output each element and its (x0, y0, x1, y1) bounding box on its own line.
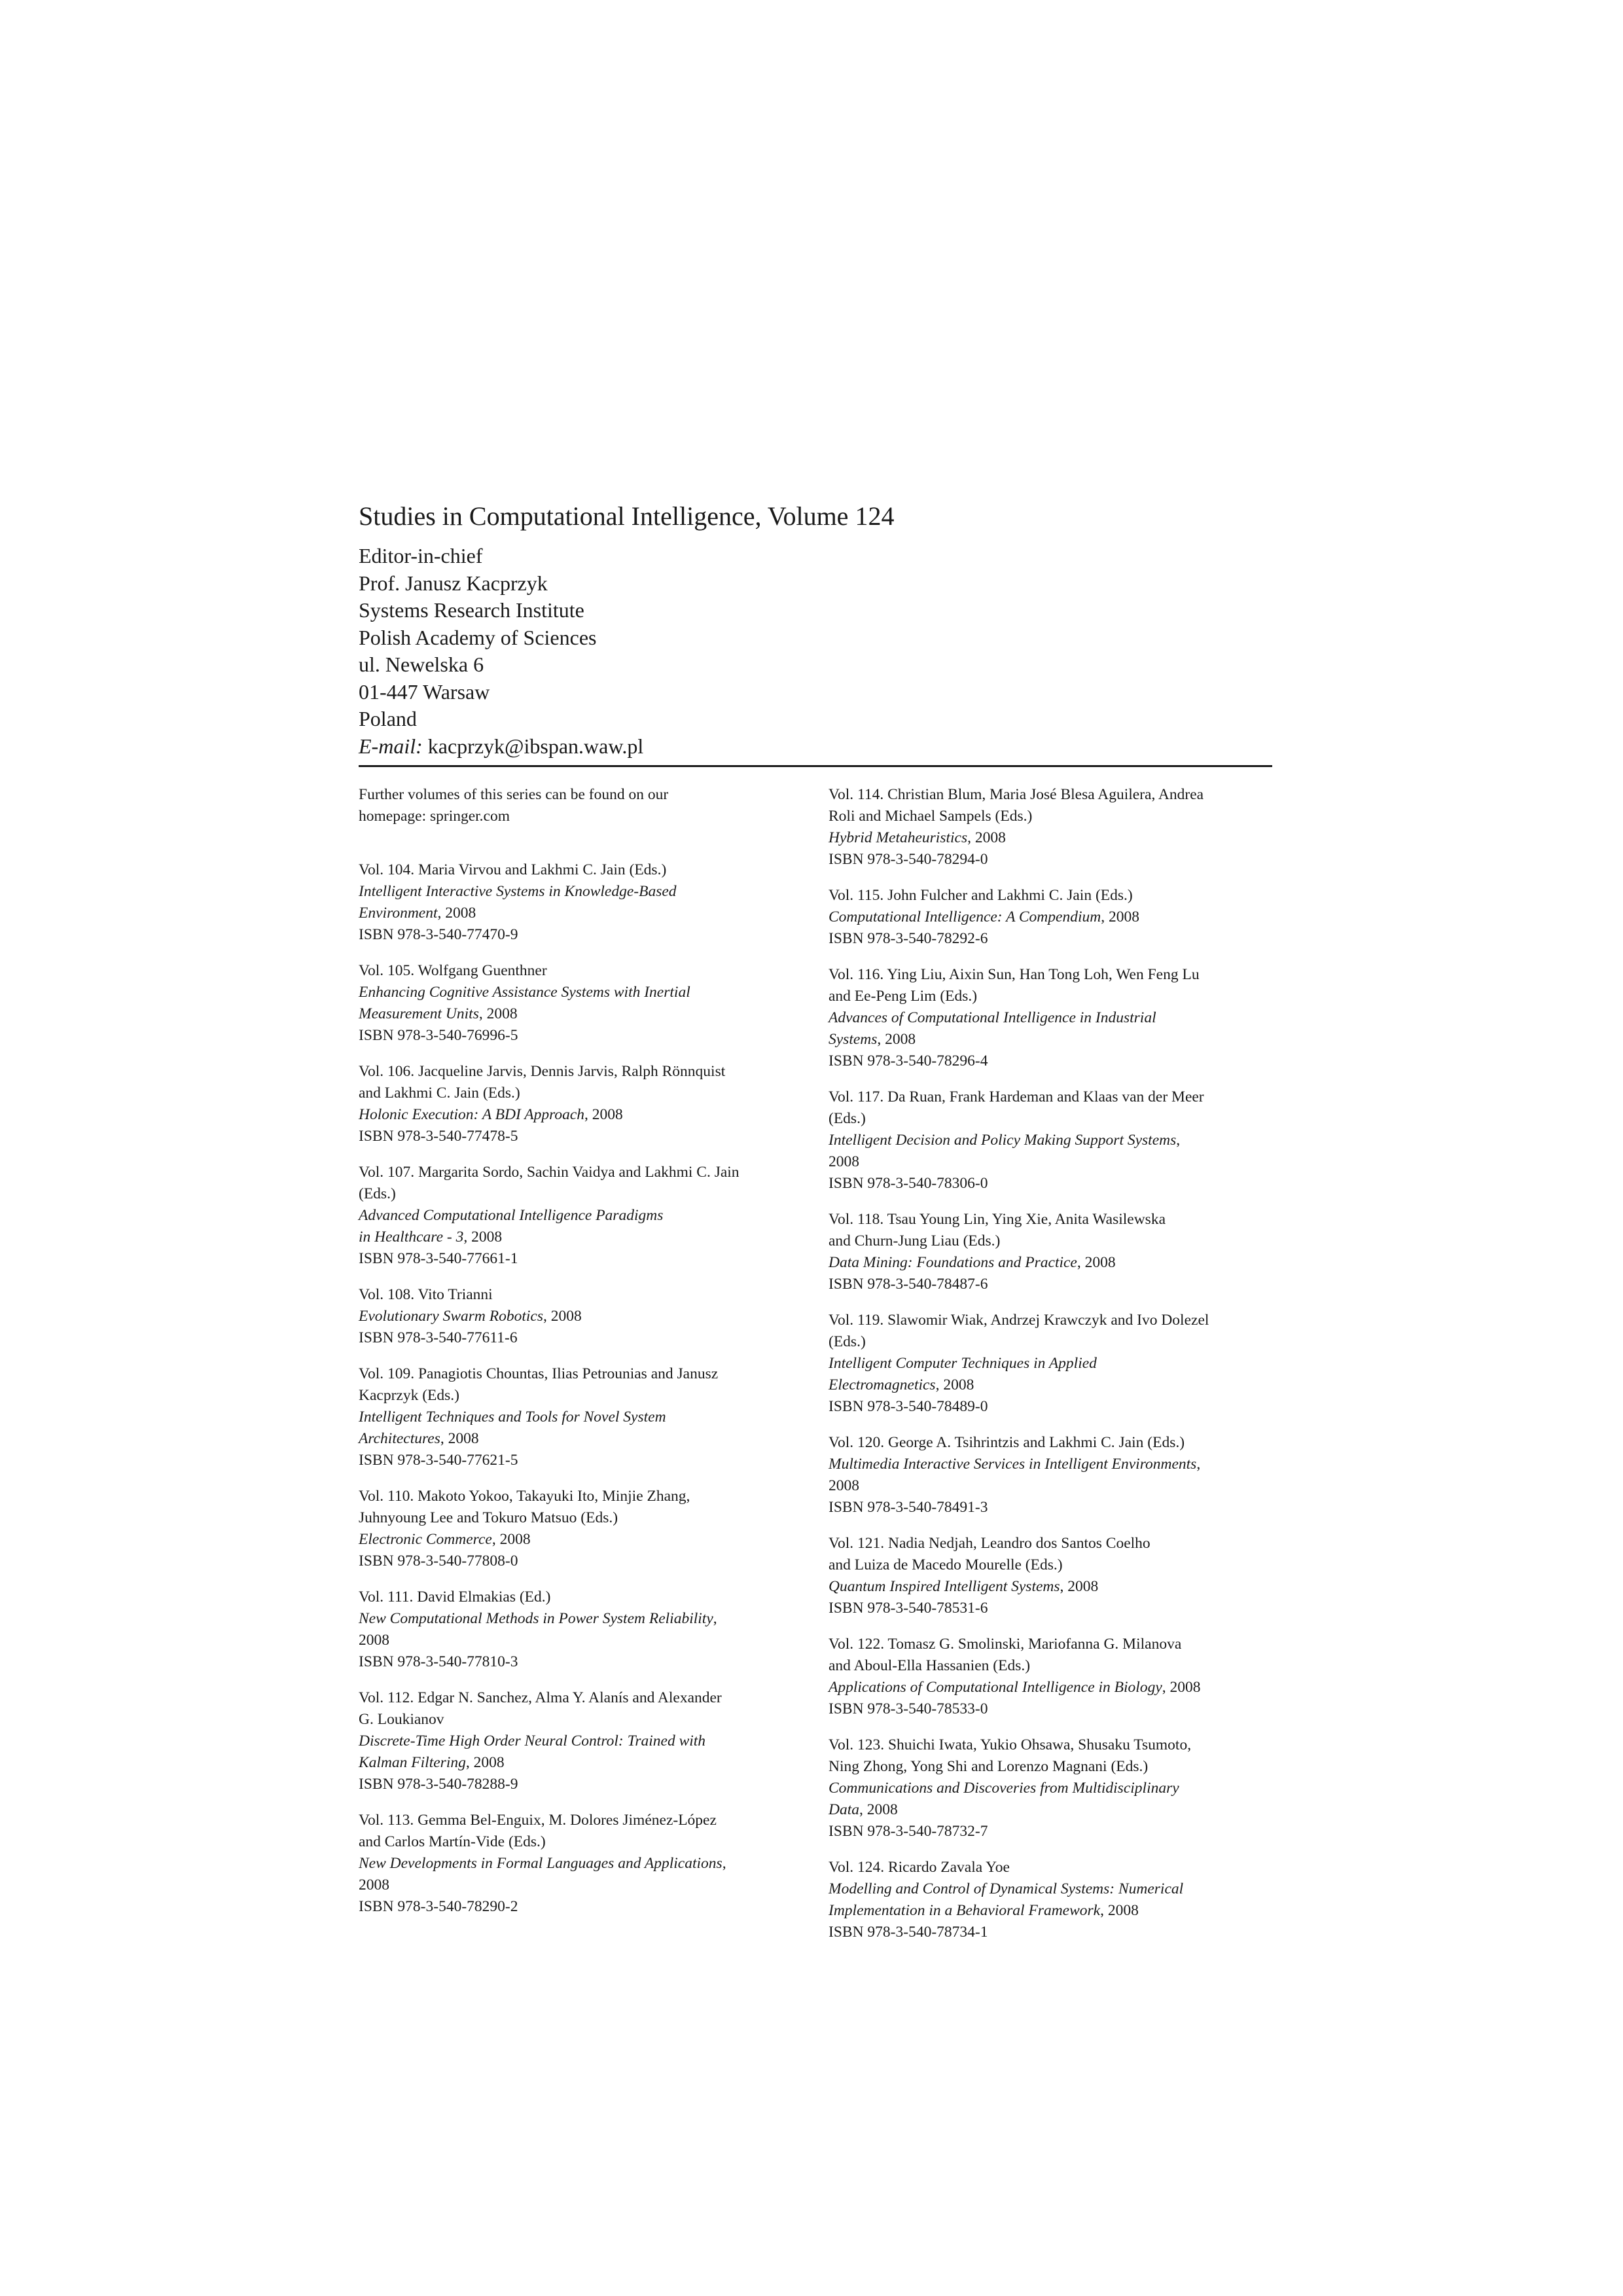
volume-authors: and Churn-Jung Liau (Eds.) (829, 1232, 1001, 1249)
volume-isbn: ISBN 978-3-540-78491-3 (829, 1499, 988, 1516)
volume-title: Architectures (359, 1430, 440, 1447)
volume-title-line (359, 1752, 804, 1774)
volume-title: Evolutionary Swarm Robotics (359, 1308, 543, 1325)
volume-title: Advances of Computational Intelligence in Industrial (829, 1009, 1156, 1026)
volume-entry (359, 859, 804, 946)
email-address: kacprzyk@ibspan.waw.pl (427, 734, 644, 758)
volume-entry (829, 1533, 1274, 1619)
volume-title-line (359, 1205, 804, 1227)
volume-isbn: ISBN 978-3-540-78531-6 (829, 1600, 988, 1617)
volume-title-line (829, 1799, 1274, 1821)
volume-entry (359, 1810, 804, 1918)
editor-country: Poland (359, 707, 417, 730)
volume-entry (829, 784, 1274, 870)
volume-title: in Healthcare - 3 (359, 1229, 464, 1246)
volume-year-separator: , (713, 1610, 717, 1627)
volume-title: Applications of Computational Intelligence in Biology (829, 1679, 1162, 1696)
volume-entry (829, 1734, 1274, 1842)
volume-entry (829, 885, 1274, 950)
volume-title-line (359, 1731, 804, 1752)
volume-title: Advanced Computational Intelligence Paradigms (359, 1207, 664, 1224)
volume-authors: Juhnyoung Lee and Tokuro Matsuo (Eds.) (359, 1509, 618, 1526)
volume-authors: Vol. 109. Panagiotis Chountas, Ilias Petrounias and Janusz (359, 1365, 719, 1382)
volume-entry (359, 1061, 804, 1147)
volume-isbn: ISBN 978-3-540-77470-9 (359, 926, 518, 943)
volume-title: Intelligent Decision and Policy Making Support Systems (829, 1132, 1177, 1149)
editor-email-line (359, 733, 1272, 761)
volume-year: , 2008 (465, 1754, 505, 1771)
editor-name: Prof. Janusz Kacprzyk (359, 571, 548, 595)
volume-title: Enhancing Cognitive Assistance Systems with Inertial (359, 984, 690, 1001)
volume-entry (829, 1086, 1274, 1194)
volume-year: , 2008 (1100, 1902, 1139, 1919)
volume-title-line (829, 1252, 1274, 1274)
volume-title: Implementation in a Behavioral Framework (829, 1902, 1101, 1919)
volume-title: Systems (829, 1031, 878, 1048)
volume-isbn: ISBN 978-3-540-78296-4 (829, 1052, 988, 1069)
volume-year: , 2008 (437, 905, 476, 922)
volume-year-separator: , (1176, 1132, 1181, 1149)
volume-title-line (829, 827, 1274, 849)
volume-authors: Vol. 119. Slawomir Wiak, Andrzej Krawczyk and Ivo Dolezel (829, 1312, 1209, 1329)
editor-city: 01-447 Warsaw (359, 679, 490, 704)
volume-year-separator: , (1196, 1456, 1201, 1473)
volume-year: , 2008 (967, 829, 1006, 846)
volume-year: , 2008 (463, 1229, 503, 1246)
volume-title-line (829, 1778, 1274, 1799)
volume-title: Data Mining: Foundations and Practice (829, 1254, 1077, 1271)
volume-authors: (Eds.) (829, 1110, 866, 1127)
intro-line: Further volumes of this series can be found on our (359, 786, 669, 803)
editor-block (359, 543, 1272, 760)
volume-authors: and Aboul-Ella Hassanien (Eds.) (829, 1657, 1031, 1674)
volume-isbn: ISBN 978-3-540-78290-2 (359, 1898, 518, 1915)
volume-title: Environment (359, 905, 438, 922)
volume-year: , 2008 (935, 1376, 974, 1393)
volume-year: 2008 (359, 1876, 389, 1893)
volume-authors: Vol. 116. Ying Liu, Aixin Sun, Han Tong Loh, Wen Feng Lu (829, 966, 1200, 983)
volume-authors: Vol. 120. George A. Tsihrintzis and Lakhmi C. Jain (Eds.) (829, 1434, 1185, 1451)
volume-authors: Vol. 117. Da Ruan, Frank Hardeman and Klaas van der Meer (829, 1088, 1204, 1105)
volume-title-line (829, 1900, 1274, 1922)
volume-title: Kalman Filtering (359, 1754, 466, 1771)
volume-isbn: ISBN 978-3-540-77611-6 (359, 1329, 518, 1346)
volume-year: , 2008 (491, 1531, 531, 1548)
volume-year: , 2008 (584, 1106, 623, 1123)
volume-entry (359, 1162, 804, 1270)
volume-authors: Vol. 106. Jacqueline Jarvis, Dennis Jarvis, Ralph Rönnquist (359, 1063, 726, 1080)
volume-title: Computational Intelligence: A Compendium (829, 908, 1101, 925)
volume-authors: Vol. 121. Nadia Nedjah, Leandro dos Santos Coelho (829, 1535, 1150, 1552)
volume-title-line (829, 1454, 1274, 1475)
volume-isbn: ISBN 978-3-540-77478-5 (359, 1128, 518, 1145)
volume-title-line (359, 1853, 804, 1874)
volume-title: Quantum Inspired Intelligent Systems (829, 1578, 1060, 1595)
volume-year: 2008 (829, 1477, 859, 1494)
volume-authors: Vol. 115. John Fulcher and Lakhmi C. Jain (Eds.) (829, 887, 1133, 904)
volume-isbn: ISBN 978-3-540-78533-0 (829, 1700, 988, 1717)
volume-title-line (359, 1407, 804, 1428)
volume-title: Hybrid Metaheuristics (829, 829, 968, 846)
editor-street: ul. Newelska 6 (359, 653, 484, 676)
volume-authors: Vol. 107. Margarita Sordo, Sachin Vaidya and Lakhmi C. Jain (359, 1164, 740, 1181)
volume-title: Communications and Discoveries from Multidisciplinary (829, 1780, 1179, 1797)
volume-authors: Vol. 104. Maria Virvou and Lakhmi C. Jain (Eds.) (359, 861, 667, 878)
volume-title-line (359, 1306, 804, 1327)
volume-title: Multimedia Interactive Services in Intelligent Environments (829, 1456, 1197, 1473)
volume-authors: Vol. 113. Gemma Bel-Enguix, M. Dolores Jiménez-López (359, 1812, 717, 1829)
volume-title: Measurement Units (359, 1005, 479, 1022)
volume-title: Holonic Execution: A BDI Approach (359, 1106, 585, 1123)
volume-isbn: ISBN 978-3-540-78732-7 (829, 1823, 988, 1840)
volume-authors: (Eds.) (829, 1333, 866, 1350)
volume-authors: Vol. 114. Christian Blum, Maria José Blesa Aguilera, Andrea (829, 786, 1204, 803)
volume-year: , 2008 (478, 1005, 518, 1022)
volume-entry (359, 1587, 804, 1673)
volume-title: New Developments in Formal Languages and Applications (359, 1855, 722, 1872)
volume-entry (359, 960, 804, 1047)
volume-column-right (829, 784, 1274, 1958)
volume-title: Modelling and Control of Dynamical Systems: Numerical (829, 1880, 1184, 1897)
volume-authors: G. Loukianov (359, 1711, 444, 1728)
volume-isbn: ISBN 978-3-540-78489-0 (829, 1398, 988, 1415)
volume-title-line (359, 881, 804, 903)
volume-isbn: ISBN 978-3-540-78734-1 (829, 1924, 988, 1941)
volume-entry (829, 964, 1274, 1072)
volume-authors: and Ee-Peng Lim (Eds.) (829, 988, 978, 1005)
volume-entry (359, 1687, 804, 1795)
volume-isbn: ISBN 978-3-540-78294-0 (829, 851, 988, 868)
volume-title-line (359, 1529, 804, 1551)
volume-authors: and Luiza de Macedo Mourelle (Eds.) (829, 1556, 1063, 1573)
volume-authors: Vol. 110. Makoto Yokoo, Takayuki Ito, Minjie Zhang, (359, 1488, 690, 1505)
volume-year: , 2008 (440, 1430, 479, 1447)
volume-title: Intelligent Computer Techniques in Applied (829, 1355, 1097, 1372)
volume-title-line (359, 982, 804, 1003)
volume-title: Intelligent Interactive Systems in Knowledge-Based (359, 883, 677, 900)
volume-title: Electromagnetics (829, 1376, 936, 1393)
volume-title-line (829, 1007, 1274, 1029)
volume-isbn: ISBN 978-3-540-77810-3 (359, 1653, 518, 1670)
volume-year: 2008 (829, 1153, 859, 1170)
volume-entry (359, 1284, 804, 1349)
volume-authors: Vol. 122. Tomasz G. Smolinski, Mariofanna G. Milanova (829, 1636, 1182, 1653)
volume-authors: Roli and Michael Sampels (Eds.) (829, 808, 1033, 825)
volume-title-line (829, 1130, 1274, 1151)
volume-authors: and Carlos Martín-Vide (Eds.) (359, 1833, 546, 1850)
volume-title-line (829, 1374, 1274, 1396)
email-label: E-mail: (359, 734, 423, 758)
volume-title-line (359, 1608, 804, 1630)
intro-note (359, 784, 804, 827)
volume-title-line (829, 1677, 1274, 1698)
volume-authors: Vol. 124. Ricardo Zavala Yoe (829, 1859, 1010, 1876)
volume-year: , 2008 (1060, 1578, 1099, 1595)
volume-title-line (359, 1003, 804, 1025)
volume-title: Discrete-Time High Order Neural Control: Trained with (359, 1732, 706, 1749)
volume-year-separator: , (722, 1855, 726, 1872)
volume-authors: Ning Zhong, Yong Shi and Lorenzo Magnani (Eds.) (829, 1758, 1149, 1775)
volume-column-left (359, 784, 804, 1932)
volume-authors: and Lakhmi C. Jain (Eds.) (359, 1085, 520, 1102)
volume-authors: Vol. 123. Shuichi Iwata, Yukio Ohsawa, Shusaku Tsumoto, (829, 1736, 1192, 1753)
volume-title: Intelligent Techniques and Tools for Novel System (359, 1408, 666, 1426)
volume-entry (829, 1857, 1274, 1943)
volume-title-line (359, 1227, 804, 1248)
volume-entry (359, 1363, 804, 1471)
volume-isbn: ISBN 978-3-540-77808-0 (359, 1552, 518, 1570)
editor-label: Editor-in-chief (359, 544, 483, 567)
volume-title-line (359, 903, 804, 924)
volume-title-line (359, 1104, 804, 1126)
volume-title-line (829, 1029, 1274, 1050)
volume-isbn: ISBN 978-3-540-77661-1 (359, 1250, 518, 1267)
volume-isbn: ISBN 978-3-540-77621-5 (359, 1452, 518, 1469)
series-title: Studies in Computational Intelligence, Volume 124 (359, 501, 895, 531)
volume-isbn: ISBN 978-3-540-78292-6 (829, 930, 988, 947)
volume-year: 2008 (359, 1632, 389, 1649)
volume-title: Electronic Commerce (359, 1531, 492, 1548)
volume-year: , 2008 (1101, 908, 1139, 925)
volume-authors: Vol. 105. Wolfgang Guenthner (359, 962, 547, 979)
volume-title-line (829, 1878, 1274, 1900)
volume-entry (829, 1634, 1274, 1720)
volume-title: Data (829, 1801, 859, 1818)
volume-authors: Vol. 112. Edgar N. Sanchez, Alma Y. Alanís and Alexander (359, 1689, 722, 1706)
series-page (359, 501, 1272, 1941)
volume-authors: Vol. 111. David Elmakias (Ed.) (359, 1588, 551, 1605)
intro-line: homepage: springer.com (359, 808, 510, 825)
volume-title-line (829, 1353, 1274, 1374)
header-divider (359, 765, 1272, 767)
volume-entry (829, 1209, 1274, 1295)
volume-isbn: ISBN 978-3-540-78306-0 (829, 1175, 988, 1192)
volume-year: , 2008 (543, 1308, 582, 1325)
volume-authors: Kacprzyk (Eds.) (359, 1387, 459, 1404)
volume-authors: Vol. 108. Vito Trianni (359, 1286, 493, 1303)
volume-year: , 2008 (877, 1031, 916, 1048)
editor-academy: Polish Academy of Sciences (359, 625, 597, 649)
volume-entry (829, 1432, 1274, 1518)
volume-authors: Vol. 118. Tsau Young Lin, Ying Xie, Anita Wasilewska (829, 1211, 1166, 1228)
volume-title-line (359, 1428, 804, 1450)
volume-title-line (829, 1576, 1274, 1598)
volume-entry (359, 1486, 804, 1572)
volume-year: , 2008 (1162, 1679, 1201, 1696)
volume-title: New Computational Methods in Power System Reliability (359, 1610, 713, 1627)
volume-isbn: ISBN 978-3-540-76996-5 (359, 1027, 518, 1044)
volume-title-line (829, 906, 1274, 928)
editor-institute: Systems Research Institute (359, 598, 584, 622)
volume-entry (829, 1310, 1274, 1418)
volume-year: , 2008 (1077, 1254, 1116, 1271)
volume-year: , 2008 (859, 1801, 898, 1818)
volume-authors: (Eds.) (359, 1185, 396, 1202)
volume-isbn: ISBN 978-3-540-78288-9 (359, 1776, 518, 1793)
volume-isbn: ISBN 978-3-540-78487-6 (829, 1276, 988, 1293)
